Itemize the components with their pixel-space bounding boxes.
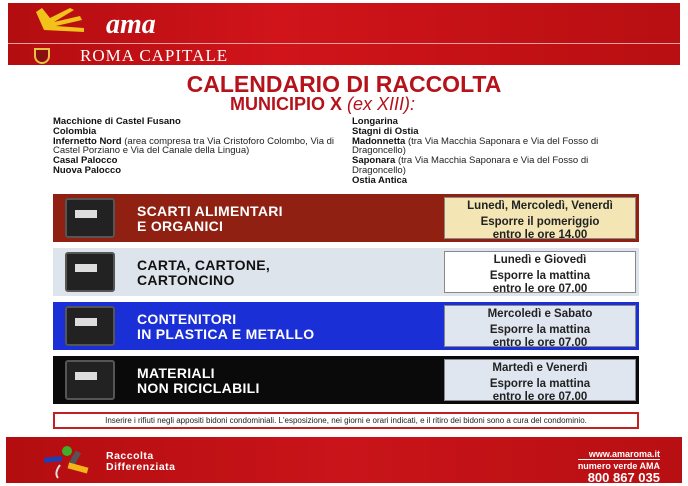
area-note: (tra Via Macchia Saponara e Via del Fosso di Dragoncello) — [352, 135, 599, 157]
exposure-time: Esporre la mattina — [489, 270, 591, 282]
area-name: Nuova Palocco — [53, 164, 122, 176]
collection-days: Martedì e Venerdì — [492, 362, 588, 374]
ama-logo-text: ama — [106, 9, 156, 40]
subtitle-main: MUNICIPIO X — [230, 94, 343, 114]
notice-box: Inserire i rifiuti negli appositi bidoni condominiali. L'esposizione, nei giorni e orari indicati, e il ritiro dei bidoni sono a cura del condominio. — [53, 412, 639, 429]
area-name: Colombia — [53, 125, 97, 137]
waste-bin-icon — [65, 252, 115, 292]
area-name: Casal Palocco — [53, 155, 118, 167]
raccolta-differenziata-logo-icon — [42, 445, 98, 479]
collection-days: Lunedì, Mercoledì, Venerdì — [467, 200, 613, 212]
raccolta-differenziata-text — [106, 451, 176, 473]
schedule-row — [53, 248, 639, 296]
footer-banner — [6, 437, 682, 483]
waste-type — [137, 366, 260, 396]
numero-verde-label: numero verde AMA — [577, 461, 660, 471]
exposure-time: Esporre la mattina — [489, 378, 591, 390]
exposure-time: Esporre il pomeriggio — [480, 216, 600, 228]
phone-number: 800 867 035 — [587, 470, 660, 485]
header-banner — [8, 3, 680, 65]
schedule-box — [444, 251, 636, 293]
roma-crest-icon — [34, 48, 50, 64]
area-note: (area compresa tra Via Cristoforo Colombo, Via di Castel Porziano e Via del Canale della Lingua) — [53, 135, 335, 157]
waste-type — [137, 258, 270, 288]
area-item — [352, 156, 642, 176]
waste-type-line2: E ORGANICI — [137, 218, 224, 234]
roma-capitale-text: ROMA CAPITALE — [80, 46, 229, 65]
schedule-box — [444, 359, 636, 401]
exposure-deadline: entro le ore 07.00 — [492, 391, 588, 403]
collection-days: Lunedì e Giovedì — [493, 254, 587, 266]
area-item — [53, 137, 343, 157]
contact-info — [578, 449, 660, 484]
schedule-box — [444, 305, 636, 347]
area-name: Saponara — [352, 155, 396, 167]
waste-type — [137, 204, 283, 234]
waste-type — [137, 312, 314, 342]
areas-left — [53, 117, 343, 176]
ama-hand-logo-icon — [34, 8, 86, 34]
waste-type-line1: CARTA, CARTONE, — [137, 257, 271, 273]
divider — [8, 43, 680, 44]
side-credits — [658, 210, 672, 400]
collection-days: Mercoledì e Sabato — [487, 308, 593, 320]
waste-type-line1: SCARTI ALIMENTARI — [137, 203, 283, 219]
waste-bin-icon — [65, 198, 115, 238]
area-name: Infernetto Nord — [53, 135, 122, 147]
waste-bin-icon — [65, 306, 115, 346]
schedule-box — [444, 197, 636, 239]
area-name: Ostia Antica — [352, 174, 408, 186]
schedule-row — [53, 356, 639, 404]
exposure-deadline: entro le ore 14.00 — [492, 229, 588, 241]
waste-bin-icon — [65, 360, 115, 400]
area-item — [352, 176, 642, 186]
area-item — [352, 137, 642, 157]
schedule-row — [53, 302, 639, 350]
footer-l1: Raccolta — [106, 450, 154, 462]
area-name: Stagni di Ostia — [352, 125, 419, 137]
area-item — [53, 117, 343, 127]
subtitle — [230, 94, 415, 115]
exposure-deadline: entro le ore 07.00 — [492, 283, 588, 295]
waste-type-line1: CONTENITORI — [137, 311, 237, 327]
area-note: (tra Via Macchia Saponara e Via del Fosso di Dragoncello) — [352, 155, 589, 176]
area-name: Longarina — [352, 116, 398, 127]
area-name: Macchione di Castel Fusano — [53, 116, 181, 127]
areas-right — [352, 117, 642, 186]
waste-type-line2: CARTONCINO — [137, 272, 235, 288]
waste-type-line1: MATERIALI — [137, 365, 215, 381]
website-link[interactable]: www.amaroma.it — [578, 449, 660, 460]
area-item — [53, 166, 343, 176]
area-name: Madonnetta — [352, 135, 406, 147]
waste-type-line2: IN PLASTICA E METALLO — [137, 326, 315, 342]
schedule-row — [53, 194, 639, 242]
exposure-deadline: entro le ore 07.00 — [492, 337, 588, 349]
waste-type-line2: NON RICICLABILI — [137, 380, 260, 396]
exposure-time: Esporre la mattina — [489, 324, 591, 336]
page-title: CALENDARIO DI RACCOLTA — [186, 71, 502, 97]
footer-l2: Differenziata — [106, 461, 176, 473]
subtitle-paren: (ex XIII): — [347, 94, 416, 114]
